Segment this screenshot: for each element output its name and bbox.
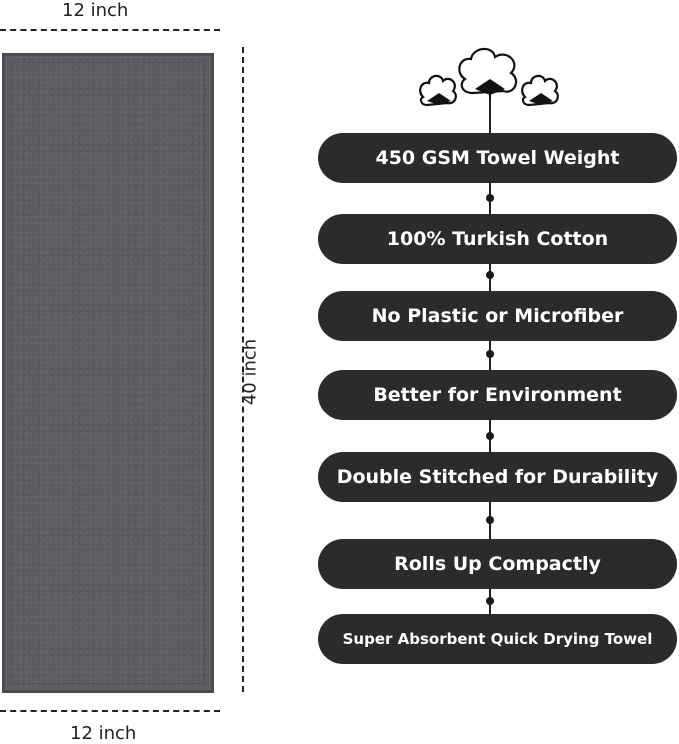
connector-dot xyxy=(486,516,494,524)
towel-image xyxy=(2,53,214,693)
feature-pill-rolls-up: Rolls Up Compactly xyxy=(318,539,677,589)
feature-pill-cotton: 100% Turkish Cotton xyxy=(318,214,677,264)
bottom-width-label: 12 inch xyxy=(70,723,137,744)
connector-dot xyxy=(486,432,494,440)
connector-dot xyxy=(486,271,494,279)
feature-pill-no-plastic: No Plastic or Microfiber xyxy=(318,291,677,341)
top-dimension-line xyxy=(0,29,220,31)
connector-dot xyxy=(486,597,494,605)
connector-dot xyxy=(486,350,494,358)
bottom-dimension-line xyxy=(0,710,220,712)
towel-border xyxy=(11,62,205,684)
feature-pill-double-stitched: Double Stitched for Durability xyxy=(318,452,677,502)
top-width-label: 12 inch xyxy=(62,0,129,21)
height-label: 40 inch xyxy=(239,338,261,406)
feature-pill-weight: 450 GSM Towel Weight xyxy=(318,133,677,183)
connector-dot xyxy=(486,194,494,202)
feature-pill-absorbent: Super Absorbent Quick Drying Towel xyxy=(318,614,677,664)
feature-pill-environment: Better for Environment xyxy=(318,370,677,420)
